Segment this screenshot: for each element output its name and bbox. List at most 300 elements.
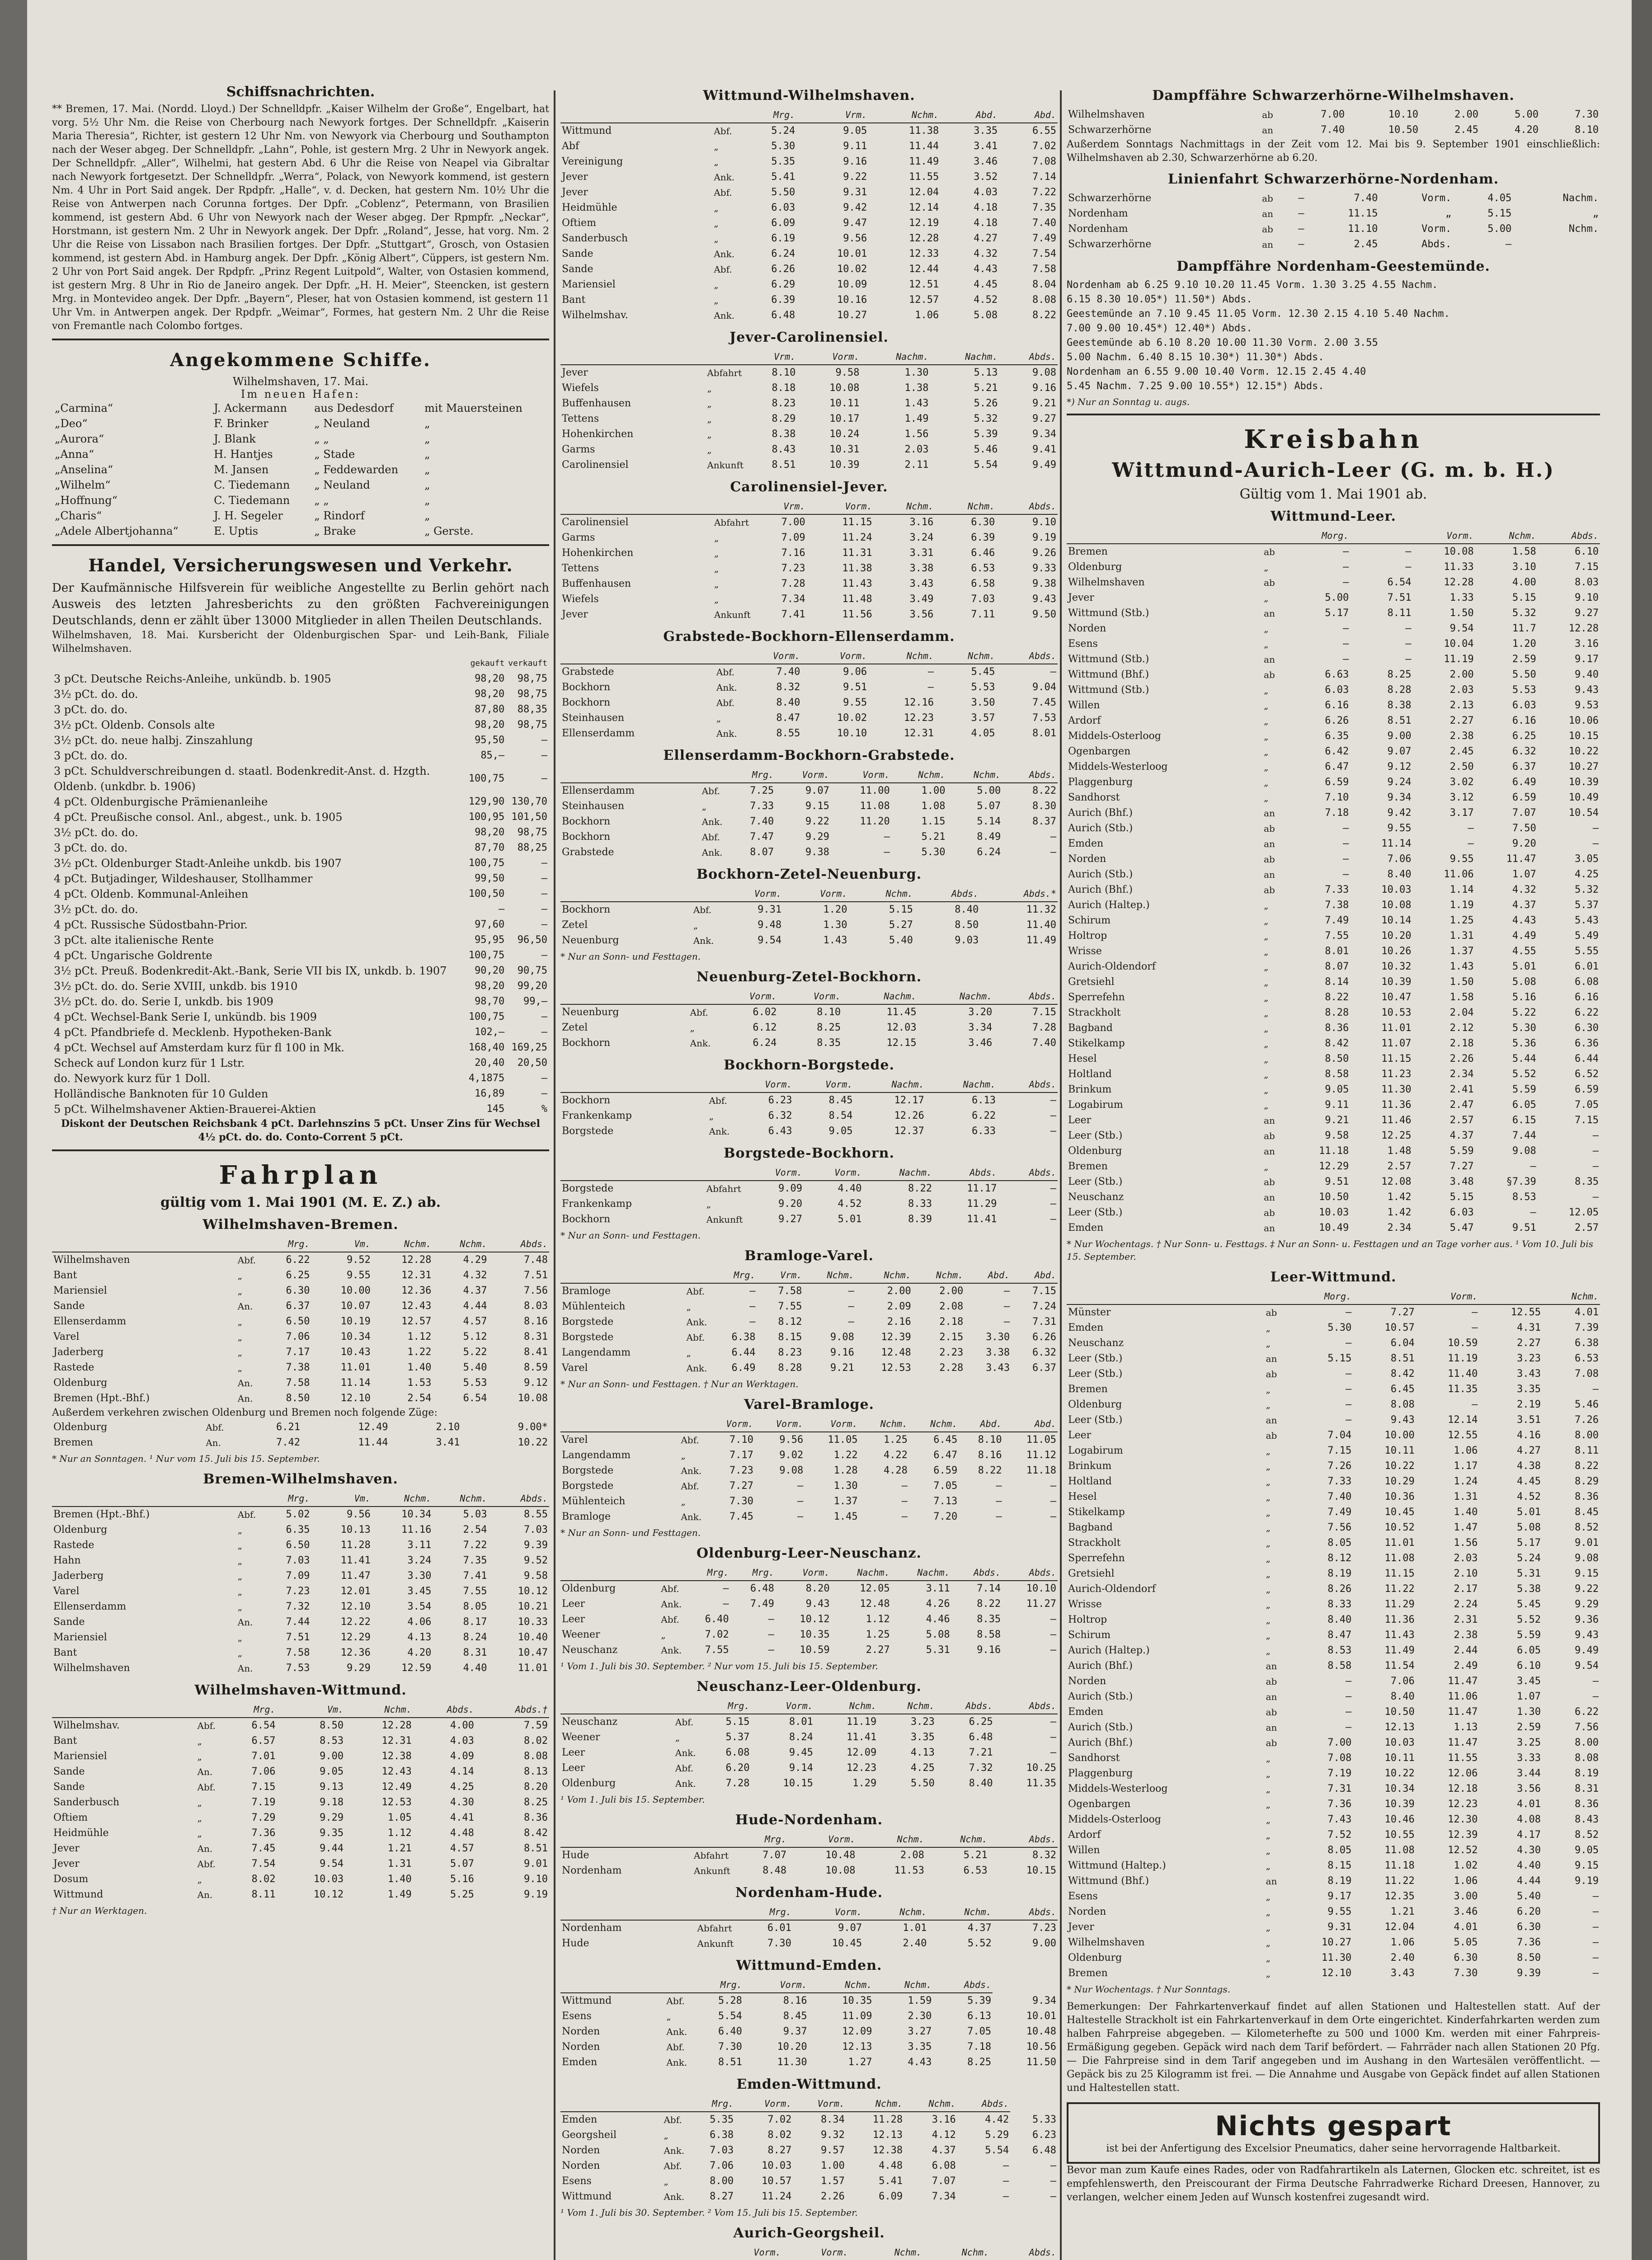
timetable-header-cell: Vorm.	[831, 767, 891, 783]
arr-dep-mark: „	[686, 1347, 692, 1358]
timetable-row	[1067, 1689, 1600, 1704]
time-cell: —	[848, 1285, 854, 1297]
timetable	[560, 1832, 1058, 1879]
timetable-header-cell: Mrg.	[738, 107, 796, 123]
time-cell: 9.56	[843, 233, 867, 244]
time-cell: —	[996, 1511, 1002, 1522]
station-name: Bockhorn	[562, 816, 611, 827]
time-cell: 1.29	[852, 1778, 877, 1789]
arr-dep-mark: „	[1266, 1323, 1271, 1333]
timetable-oldenburg-neuschanz	[560, 1545, 1058, 1672]
station-name: Frankenkamp	[562, 1110, 632, 1121]
timetable-row	[560, 814, 1058, 829]
timetable-row	[1067, 759, 1600, 775]
time-cell: 1.40	[407, 1362, 432, 1373]
time-cell: 9.22	[805, 816, 829, 827]
station-name: Carolinensiel	[562, 459, 629, 471]
arr-dep-mark: „	[1266, 1860, 1271, 1871]
time-cell: —	[1405, 638, 1412, 650]
time-cell: 5.17	[1516, 1537, 1541, 1549]
time-cell: 11.41	[846, 1732, 877, 1743]
time-cell: —	[1345, 1414, 1352, 1426]
timetable-row	[1067, 1950, 1600, 1966]
rate-cell: —	[541, 1088, 547, 1099]
station-name: Weener	[562, 1732, 600, 1743]
arr-dep-mark: „	[686, 1301, 692, 1312]
exchange-row	[52, 1009, 549, 1025]
time-cell: An.	[206, 1437, 221, 1448]
time-cell: 8.15	[778, 1332, 802, 1343]
timetable-row	[560, 1196, 1058, 1212]
ship-row	[52, 447, 549, 462]
station-name: Leer	[562, 1598, 585, 1610]
time-cell: 7.27	[729, 1480, 753, 1492]
arr-dep-mark: „	[1266, 1492, 1271, 1502]
time-cell: 5.15	[1512, 592, 1536, 603]
station-name: Dosum	[53, 1874, 89, 1885]
timetable	[560, 767, 1058, 860]
timetable-header-cell	[1479, 1289, 1542, 1304]
station-name: Wilhelmshaven	[53, 1662, 130, 1674]
time-cell: 10.09	[837, 279, 867, 290]
timetable-row	[52, 1856, 549, 1872]
timetable-row	[1067, 206, 1600, 221]
time-cell: 2.41	[1450, 1084, 1474, 1095]
timetable	[1067, 528, 1600, 1236]
time-cell: 6.43	[768, 1125, 792, 1137]
timetable-title: Neuenburg-Zetel-Bockhorn.	[696, 969, 922, 985]
timetable-row	[1067, 237, 1600, 252]
time-cell: 3.43	[909, 578, 934, 589]
timetable-note: Außerdem verkehren zwischen Oldenburg und Bremen noch folgende Züge:	[52, 1407, 438, 1418]
time-cell: —	[996, 1496, 1002, 1507]
time-cell: 8.22	[1032, 785, 1056, 796]
time-cell: 12.38	[381, 1751, 412, 1762]
time-cell: 5.30	[921, 847, 946, 858]
time-cell: 3.35	[910, 1732, 935, 1743]
time-cell: 4.28	[883, 1465, 908, 1476]
time-cell: 4.20	[1514, 124, 1539, 136]
time-cell: 8.07	[1325, 961, 1349, 972]
time-cell: 4.25	[910, 1762, 935, 1774]
ship-from: „ Neuland	[314, 417, 370, 430]
time-cell: 11.40	[1026, 919, 1056, 931]
time-cell: —	[1505, 239, 1512, 250]
arr-dep-mark: „	[1266, 1522, 1271, 1533]
timetable-row	[560, 1004, 1058, 1020]
time-cell: 4.05	[1487, 193, 1512, 204]
arr-dep-mark: an	[1264, 869, 1275, 880]
time-cell: 8.25	[524, 1797, 548, 1808]
time-cell: —	[1050, 1183, 1056, 1194]
timetable-header-cell	[560, 1565, 659, 1581]
station-name: Sandhorst	[1068, 792, 1120, 803]
time-cell: 8.05	[1327, 1537, 1352, 1549]
rate-cell: 98,20	[475, 688, 505, 700]
time-cell: 7.48	[524, 1254, 548, 1266]
timetable-row	[560, 2174, 1058, 2189]
arr-dep-mark: „	[197, 1828, 202, 1839]
time-cell: 6.30	[286, 1285, 310, 1296]
station-name: Bremen	[1068, 1968, 1108, 1979]
time-cell: 1.00	[921, 785, 946, 796]
timetable-header-cell: Vorm.	[1412, 528, 1475, 544]
time-cell: 2.16	[887, 1316, 911, 1328]
time-cell: 9.05	[1575, 1845, 1599, 1856]
timetable-header-cell: Nchm.	[873, 1977, 933, 1993]
time-cell: 9.31	[843, 187, 867, 198]
time-cell: 9.29	[346, 1662, 371, 1674]
time-cell: 12.49	[381, 1781, 412, 1793]
timetable-row	[1067, 1190, 1600, 1205]
time-cell: 2.10	[436, 1422, 460, 1433]
time-cell: 8.42	[1390, 1368, 1415, 1380]
time-cell: 2.27	[1450, 715, 1474, 726]
time-cell: 12.55	[1511, 1307, 1541, 1318]
time-cell: 1.57	[820, 2175, 845, 2187]
time-cell: 9.00*	[518, 1422, 548, 1433]
time-cell: 6.20	[1516, 1906, 1541, 1917]
time-cell: 8.27	[767, 2145, 792, 2156]
time-cell: 4.40	[838, 1183, 862, 1194]
station-name: Holtrop	[1068, 930, 1107, 942]
time-cell: 9.55	[1387, 823, 1412, 834]
time-cell: —	[1592, 1906, 1599, 1917]
ship-row	[52, 508, 549, 523]
arr-dep-mark: „	[681, 1496, 686, 1507]
time-cell: 4.18	[974, 217, 998, 229]
timetable-title: Wilhelmshaven-Wittmund.	[194, 1682, 407, 1698]
time-cell: 12.13	[1384, 1722, 1415, 1733]
time-cell: 4.31	[1516, 1322, 1541, 1333]
time-cell: 12.10	[1321, 1968, 1352, 1979]
timetable-row	[560, 2112, 1058, 2128]
station-name: Schwarzerhörne	[1068, 239, 1152, 250]
time-cell: —	[1003, 1301, 1010, 1312]
station-name: Abf	[562, 141, 579, 152]
time-cell: 9.42	[843, 202, 867, 213]
time-cell: 4.44	[1516, 1875, 1541, 1887]
timetable-row	[560, 546, 1058, 561]
time-cell: 11.49	[909, 156, 939, 167]
time-cell: 6.59	[933, 1465, 958, 1476]
arr-dep-mark: „	[714, 295, 719, 306]
time-cell: 7.56	[1327, 1522, 1352, 1533]
time-cell: 8.18	[772, 382, 796, 394]
time-cell: 8.29	[772, 413, 796, 424]
time-cell: 5.39	[967, 1995, 992, 2006]
time-cell: 11.47	[1448, 1676, 1478, 1687]
timetable-header-cell: Nachm.	[831, 1565, 891, 1581]
ship-from: „ „	[314, 494, 329, 507]
timetable-header-cell: Nchm.	[913, 1267, 965, 1283]
time-cell: 8.40	[1387, 869, 1412, 880]
arr-dep-mark: „	[1266, 1384, 1271, 1395]
time-cell: 5.33	[1032, 2114, 1056, 2125]
time-cell: 6.48	[771, 310, 795, 321]
newspaper-page	[27, 0, 1632, 2260]
time-cell: 1.12	[387, 1827, 412, 1839]
time-cell: 9.54	[758, 935, 782, 946]
time-cell: —	[1592, 838, 1599, 849]
rate-cell: 102,—	[475, 1026, 505, 1038]
time-cell: 9.15	[1575, 1860, 1599, 1871]
ship-from: „ Brake	[314, 525, 356, 537]
timetable-row	[1067, 1051, 1600, 1067]
timetable-row	[52, 1615, 549, 1630]
timetable-title: Grabstede-Bockhorn-Ellenserdamm.	[663, 629, 955, 645]
time-cell: 2.40	[903, 1938, 927, 1949]
time-cell: 4.32	[1512, 884, 1536, 895]
timetable-row	[560, 1124, 1058, 1139]
time-cell: 10.50	[1384, 1706, 1415, 1718]
station-name: Jever	[562, 187, 588, 198]
time-cell: 11.46	[1381, 1115, 1412, 1126]
time-cell: 8.50	[320, 1720, 344, 1731]
time-cell: 11.27	[1026, 1598, 1056, 1610]
time-cell: 1.43	[823, 935, 847, 946]
timetable-header-cell: Vorm.	[778, 989, 842, 1004]
time-cell: 5.02	[286, 1509, 310, 1520]
rate-cell: 98,20	[475, 719, 505, 730]
timetable	[1067, 107, 1600, 138]
time-cell: 5.24	[771, 125, 795, 137]
time-cell: 11.44	[909, 141, 939, 152]
timetable-row	[560, 799, 1058, 814]
time-cell: 3.33	[1516, 1752, 1541, 1764]
timetable-bremen-wilhelmshaven	[52, 1471, 549, 1676]
timetable-row	[560, 1448, 1058, 1463]
time-cell: 5.47	[1450, 1222, 1474, 1234]
timetable-header-cell: Vrm.	[796, 107, 868, 123]
time-cell: 2.04	[1450, 1007, 1474, 1018]
time-cell: 3.35	[908, 2041, 932, 2053]
station-name: Norden	[562, 2041, 600, 2053]
rate-cell: 95,50	[475, 734, 505, 746]
security-name: 4 pCt. Wechsel auf Amsterdam kurz für fl 100 in Mk.	[54, 1041, 344, 1054]
arr-dep-mark: „	[1266, 1922, 1271, 1933]
timetable-header-cell: Abds.	[951, 1565, 1002, 1581]
time-cell: 9.58	[1325, 1130, 1349, 1141]
time-cell: 10.26	[1381, 946, 1412, 957]
time-cell: 4.37	[932, 2145, 956, 2156]
time-cell: —	[1343, 838, 1349, 849]
time-cell: —	[723, 1583, 729, 1594]
ship-captain: E. Uptis	[214, 525, 259, 537]
timetable-row	[560, 365, 1058, 381]
timetable-hude-nordenham	[560, 1812, 1058, 1879]
timetable-header-cell: Abds.	[957, 2096, 1011, 2112]
timetable-header-cell	[1067, 1289, 1265, 1304]
arr-dep-mark: an	[1266, 1661, 1277, 1671]
time-cell: 7.18	[1325, 807, 1349, 819]
timetable-notes: * Nur an Sonn- und Festtagen. † Nur an Werktagen.	[560, 1379, 799, 1389]
time-cell: 3.12	[1450, 792, 1474, 803]
station-name: Leer (Stb.)	[1068, 1368, 1123, 1380]
time-cell: 8.16	[978, 1450, 1002, 1461]
time-cell: —	[1343, 577, 1349, 588]
timetable-header-cell: Mrg.	[711, 1267, 757, 1283]
time-cell: 12.08	[1381, 1176, 1412, 1187]
time-cell: 7.23	[1032, 1922, 1056, 1934]
timetable-row	[1067, 1205, 1600, 1220]
ship-name: „Hoffnung“	[55, 494, 118, 507]
time-cell: 11.18	[1319, 1145, 1349, 1157]
timetable-row	[52, 1826, 549, 1841]
arr-dep-mark: Abf.	[197, 1720, 216, 1731]
station-name: Norden	[562, 2145, 600, 2156]
timetable-header-cell: Abds.	[993, 989, 1058, 1004]
rate-cell: 97,60	[475, 919, 505, 930]
time-cell: 7.35	[1032, 202, 1056, 213]
security-name: 4 pCt. Butjadinger, Wildeshauser, Stollhammer	[54, 872, 313, 885]
time-cell: 1.25	[866, 1629, 890, 1640]
arr-dep-mark: an	[1262, 125, 1273, 136]
arr-dep-mark: Ank.	[666, 2057, 687, 2068]
time-cell: 7.10	[1325, 792, 1349, 803]
time-cell: 11.08	[1384, 1553, 1415, 1564]
time-cell: 9.03	[955, 935, 979, 946]
timetable-row	[560, 1643, 1058, 1658]
time-cell: —	[1343, 638, 1349, 650]
time-cell: 12.26	[894, 1110, 924, 1121]
time-cell: 7.51	[524, 1270, 548, 1281]
column-right	[1067, 81, 1600, 2204]
time-cell: 12.19	[909, 217, 939, 229]
time-cell: 8.28	[1387, 684, 1412, 696]
timetable-row	[1067, 1720, 1600, 1735]
station-name: Oldenburg	[562, 1583, 616, 1594]
timetable-header-cell: Vorm.	[714, 989, 778, 1004]
time-cell: 4.52	[838, 1198, 862, 1210]
time-cell: 2.03	[1450, 684, 1474, 696]
time-cell: 4.52	[974, 294, 998, 306]
time-cell: 8.28	[1325, 1007, 1349, 1018]
time-cell: 8.37	[1032, 816, 1056, 827]
time-cell: 9.18	[320, 1797, 344, 1808]
time-cell: 9.16	[843, 156, 867, 167]
time-cell: 3.43	[986, 1362, 1010, 1374]
time-cell: 9.26	[1032, 547, 1056, 559]
timetable-aurich-georgsheil	[560, 2225, 1058, 2260]
arr-dep-mark: Abf.	[709, 1095, 727, 1106]
time-cell: Abf.	[206, 1422, 224, 1433]
timetable-row	[560, 457, 1058, 473]
time-cell: 8.26	[1327, 1583, 1352, 1595]
time-cell: 9.00	[1032, 1938, 1056, 1949]
time-cell: 8.08	[1575, 1752, 1599, 1764]
time-cell: 6.40	[705, 1614, 729, 1625]
time-cell: 2.12	[1450, 1022, 1474, 1034]
time-cell: 11.29	[967, 1198, 997, 1210]
station-name: Münster	[1068, 1307, 1111, 1318]
timetable-header-cell: Abds.	[994, 1698, 1058, 1714]
timetable-row	[560, 262, 1058, 277]
timetable-row	[52, 1507, 549, 1522]
time-cell: 6.24	[753, 1037, 777, 1049]
timetable-header-cell	[560, 886, 692, 902]
time-cell: 4.09	[450, 1751, 474, 1762]
security-name: 3 pCt. alte italienische Rente	[54, 934, 214, 946]
time-cell: 1.25	[883, 1434, 908, 1445]
time-cell: 11.56	[842, 609, 872, 620]
time-cell: 5.01	[1512, 961, 1536, 972]
time-cell: —	[1050, 1125, 1056, 1137]
time-cell: 11.36	[1381, 1099, 1412, 1111]
time-cell: 9.08	[1032, 367, 1056, 378]
time-cell: 1.30	[833, 1480, 858, 1492]
timetable-row	[1067, 1566, 1600, 1582]
arr-dep-mark: „	[693, 920, 698, 931]
time-cell: —	[1343, 561, 1349, 573]
time-cell: 11.54	[1384, 1660, 1415, 1671]
time-cell: 5.45	[1516, 1599, 1541, 1610]
time-cell: 6.32	[768, 1110, 792, 1121]
fahrplan-title: Fahrplan	[219, 1160, 382, 1190]
time-cell: 8.23	[778, 1347, 802, 1358]
time-cell: 8.10	[1575, 124, 1599, 136]
time-cell: 1.42	[1387, 1207, 1412, 1218]
rate-cell: 98,75	[517, 827, 547, 838]
time-cell: 12.13	[842, 2041, 872, 2053]
time-cell: 4.37	[1512, 899, 1536, 911]
time-cell: 11.33	[1444, 561, 1474, 573]
time-cell: 11.41	[340, 1555, 371, 1566]
timetable-bockhorn-borgstede	[560, 1057, 1058, 1139]
arr-dep-mark: „	[237, 1601, 243, 1612]
column-middle	[560, 81, 1058, 2260]
arr-dep-mark: „	[237, 1632, 243, 1643]
time-cell: 9.29	[1575, 1599, 1599, 1610]
timetable-row	[1067, 1097, 1600, 1113]
time-cell: 6.35	[286, 1524, 310, 1535]
time-cell: 9.50	[1032, 609, 1056, 620]
time-cell: —	[1405, 623, 1412, 634]
timetable-row	[560, 902, 1058, 918]
station-name: Norden	[1068, 623, 1106, 634]
timetable-row	[560, 277, 1058, 292]
time-cell: —	[1405, 561, 1412, 573]
timetable-extra	[52, 1420, 549, 1450]
timetable-header-cell: Vm.	[311, 1491, 372, 1507]
timetable-row	[1067, 590, 1600, 606]
timetable-header-cell: Abds.	[933, 1165, 998, 1181]
station-name: Logabirum	[1068, 1445, 1123, 1456]
time-cell: 4.37	[1450, 1130, 1474, 1141]
time-cell: 10.57	[1384, 1322, 1415, 1333]
news-title: Schiffsnachrichten.	[226, 84, 375, 100]
station-name: Oldenburg	[1068, 1399, 1122, 1410]
time-cell: 7.30	[767, 1938, 791, 1949]
timetable-row	[560, 292, 1058, 308]
time-cell: 11.30	[1321, 1952, 1352, 1963]
time-cell: 7.31	[1327, 1783, 1352, 1794]
time-cell: 6.32	[1512, 746, 1536, 757]
time-cell: 8.35	[977, 1614, 1001, 1625]
time-cell: 9.05	[1325, 1084, 1349, 1095]
time-cell: 8.22	[978, 1465, 1002, 1476]
time-cell: 3.46	[968, 1037, 993, 1049]
security-name: 3 pCt. do. do.	[54, 749, 128, 762]
timetable-header-cell: Vorm.	[782, 2245, 850, 2260]
time-cell: 4.48	[450, 1827, 474, 1839]
time-cell: 10.11	[1384, 1752, 1415, 1764]
time-cell: 11.08	[1384, 1845, 1415, 1856]
time-cell: 8.51	[772, 459, 796, 471]
timetable-row	[1067, 1128, 1600, 1144]
station-name: Schirum	[1068, 1629, 1111, 1641]
time-cell: —	[1345, 1722, 1352, 1733]
